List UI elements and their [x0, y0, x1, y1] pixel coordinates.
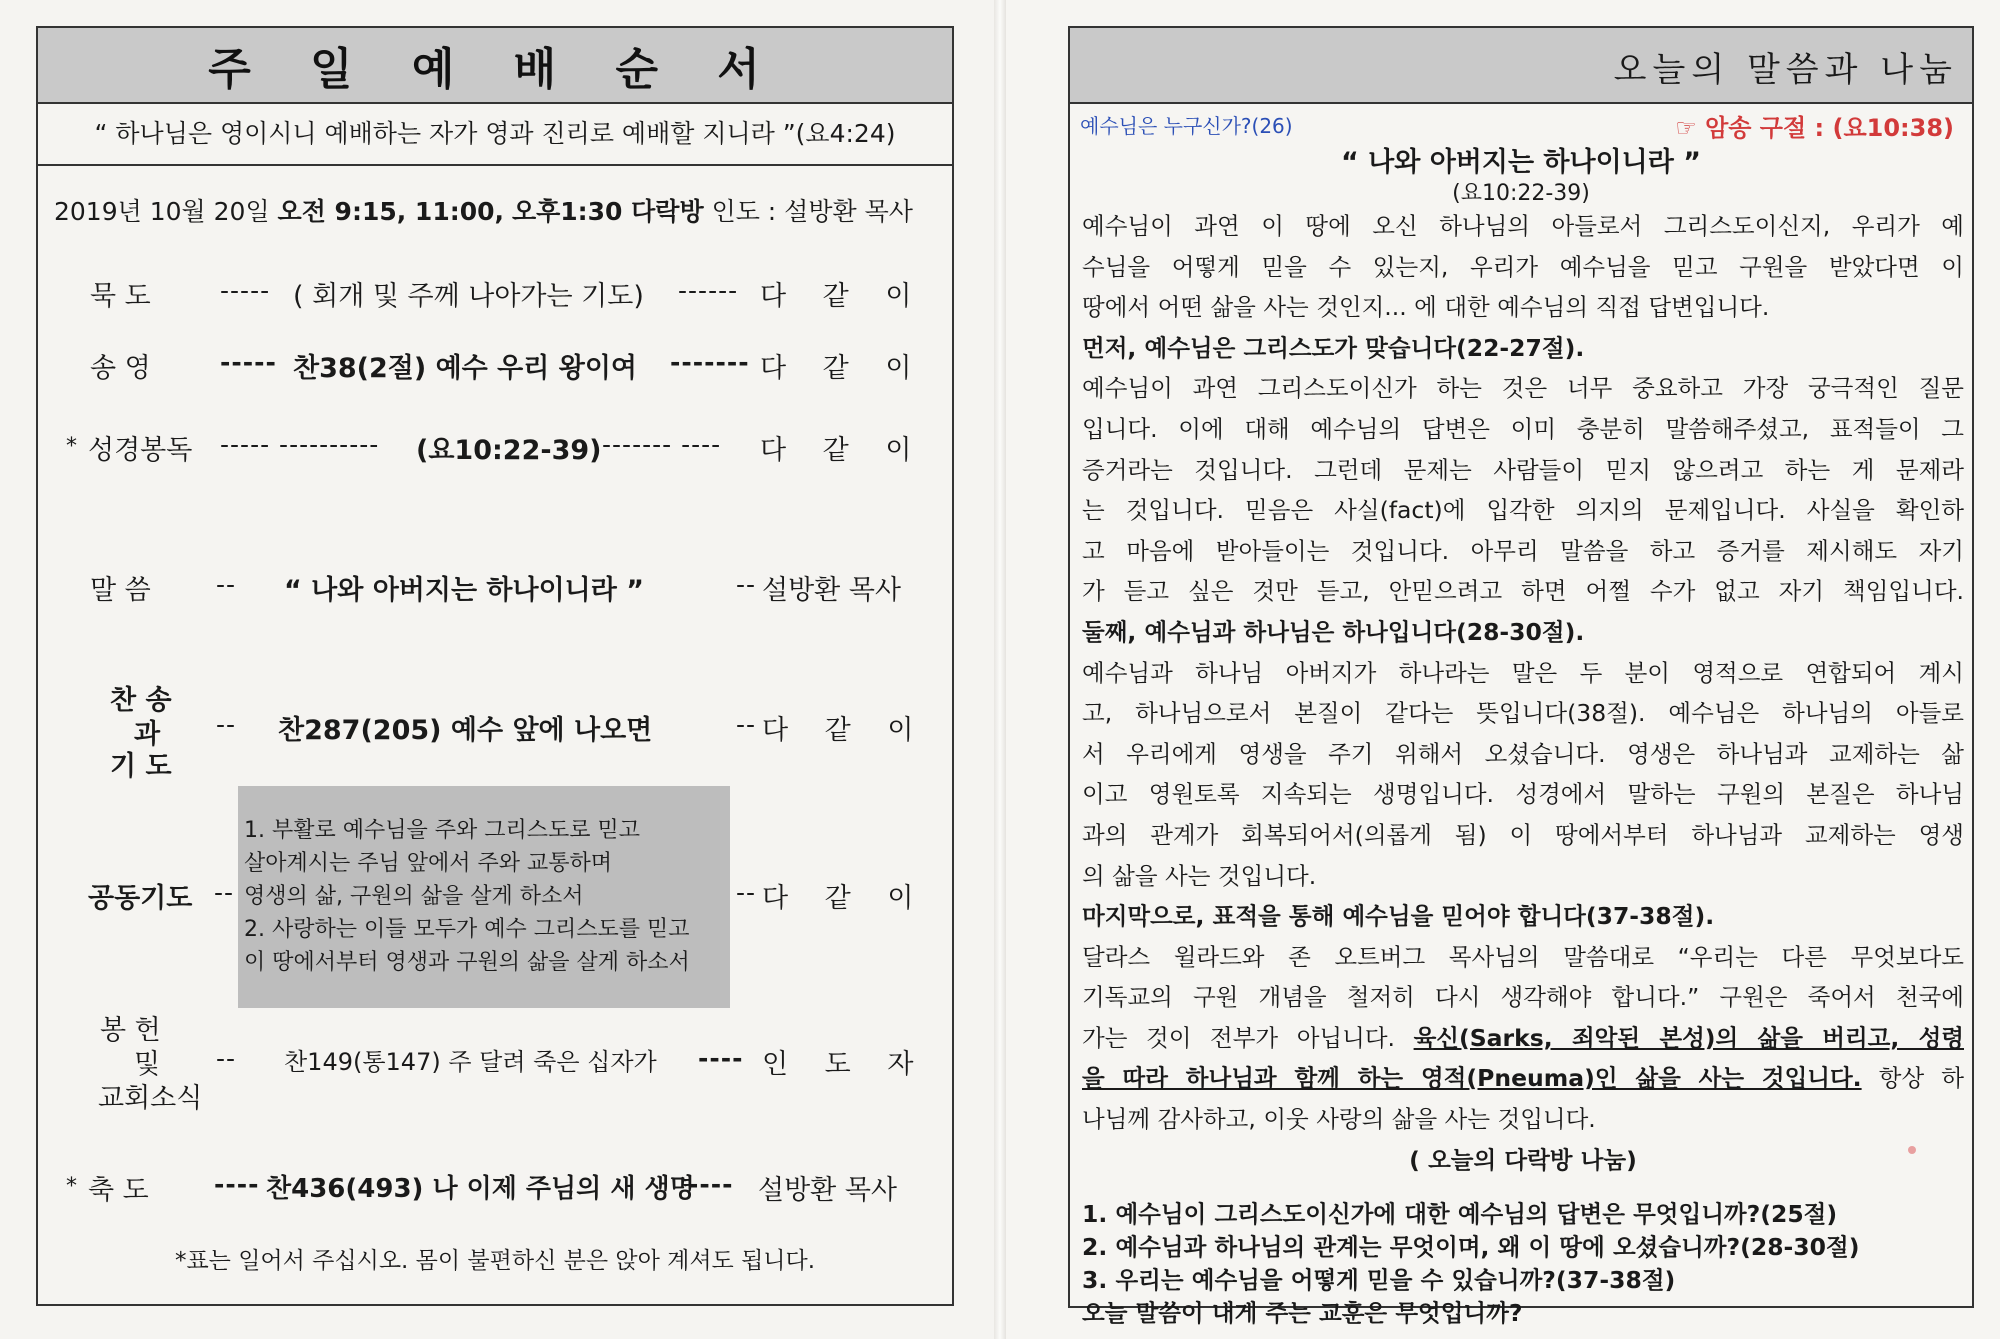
body-line: 땅에서 어떤 삶을 사는 것인지... 에 대한 예수님의 직접 답변입니다. [1082, 293, 1770, 322]
body-heading: 마지막으로, 표적을 통해 예수님을 믿어야 합니다(37-38절). [1082, 902, 1715, 931]
dashes: ---- [698, 1044, 744, 1073]
body-line: 의 삶을 사는 것입니다. [1082, 861, 1317, 890]
sermon-content: “ 나와 아버지는 하나이니라 ” [284, 575, 644, 606]
body-line: 예수님과 하나님 아버지가 하나라는 말은 두 분이 영적으로 연합되어 계시 [1082, 658, 1964, 687]
body-line: 고, 하나님으로서 본질이 같다는 뜻입니다(38절). 예수님은 하나님의 아들로 [1082, 699, 1964, 728]
sermon-body [1082, 206, 1964, 1180]
prayer-line: 2. 사랑하는 이들 모두가 예수 그리스도를 믿고 [244, 917, 690, 942]
body-line: 는 것입니다. 믿음은 사실(fact)에 입각한 의지의 문제입니다. 사실을 확인하 [1082, 496, 1964, 525]
offering-label-1: 봉 헌 [100, 1015, 161, 1046]
dashes: -- [736, 878, 757, 907]
offering-label-3: 교회소식 [98, 1083, 203, 1114]
praise-content: 찬38(2절) 예수 우리 왕이여 [293, 353, 637, 384]
worship-order-title-bar [38, 28, 952, 104]
dashes: -- [736, 570, 757, 599]
stand-marker: * [66, 434, 77, 459]
offering-who: 인 도 자 [762, 1049, 928, 1080]
question-item: 1. 예수님이 그리스도이신가에 대한 예수님의 답변은 무엇입니까?(25절) [1082, 1200, 1838, 1228]
reading-content: (요10:22-39) [416, 435, 602, 466]
dashes: ----- [220, 348, 277, 377]
body-line: 나님께 감사하고, 이웃 사랑의 삶을 사는 것입니다. [1082, 1105, 1596, 1134]
body-heading: 둘째, 예수님과 하나님은 하나입니다(28-30절). [1082, 617, 1585, 646]
common-prayer-label: 공동기도 [88, 883, 193, 914]
divider [38, 164, 952, 166]
service-date: 2019년 10월 20일 [54, 197, 270, 226]
praise-label: 송 영 [90, 353, 151, 384]
body-line: 이고 영원토록 지속되는 생명입니다. 성경에서 말하는 구원의 본질은 하나님 [1082, 780, 1964, 809]
question-item: 2. 예수님과 하나님의 관계는 무엇이며, 왜 이 땅에 오셨습니까?(28-30절) [1082, 1233, 1860, 1261]
hymn-label-2: 과 [134, 719, 161, 750]
sermon-title: “ 나와 아버지는 하나이니라 ” [1341, 147, 1701, 178]
hymn-who: 다 같 이 [762, 715, 928, 746]
dashes: ---- [214, 1170, 260, 1199]
hymn-label-1: 찬 송 [110, 685, 172, 716]
body-text: 가는 것이 전부가 아닙니다. [1082, 1023, 1414, 1052]
standing-note: *표는 일어서 주십시오. 몸이 불편하신 분은 앉아 계셔도 됩니다. [174, 1248, 816, 1274]
benediction-who: 설방환 목사 [758, 1175, 897, 1206]
discussion-questions [1082, 1198, 1964, 1330]
body-line: 과의 관계가 회복되어서(의롭게 됨) 이 땅에서부터 하나님과 교제하는 영생 [1082, 820, 1964, 849]
dashes: ------ [678, 276, 739, 305]
service-date-line [54, 192, 913, 228]
body-line: 기독교의 구원 개념을 철저히 다시 생각해야 합니다.” 구원은 죽어서 천국에 [1082, 983, 1964, 1012]
discussion-title: ( 오늘의 다락방 나눔) [1409, 1145, 1637, 1174]
prayer-line: 살아계시는 주님 앞에서 주와 교통하며 [244, 851, 613, 876]
body-heading: 먼저, 예수님은 그리스도가 맞습니다(22-27절). [1082, 333, 1585, 362]
memory-verse: ☞ 암송 구절 : (요10:38) [1675, 114, 1954, 142]
dashes: -- [216, 710, 237, 739]
hymn-label-3: 기 도 [110, 751, 172, 782]
dashes: -- [736, 710, 757, 739]
body-line: 수님을 어떻게 믿을 수 있는지, 우리가 예수님을 믿고 구원을 받았다면 이 [1082, 252, 1964, 281]
opening-verse: “ 하나님은 영이시니 예배하는 자가 영과 진리로 예배할 지니라 ”(요4:24) [94, 119, 896, 148]
sermon-frame [1068, 26, 1974, 1327]
body-line: 서 우리에게 영생을 주기 위해서 오셨습니다. 영생은 하나님과 교제하는 삶 [1082, 739, 1964, 768]
sermon-who: 설방환 목사 [762, 575, 901, 606]
offering-label-2: 및 [134, 1049, 161, 1080]
sermon-section-title: 오늘의 말씀과 나눔 [1613, 50, 1958, 90]
silent-prayer-label: 묵 도 [90, 281, 151, 312]
body-line: 입니다. 이에 대해 예수님의 답변은 이미 충분히 말씀해주셨고, 표적들이 그 [1082, 414, 1964, 443]
silent-prayer-content: ( 회개 및 주께 나아가는 기도) [293, 281, 644, 312]
praise-who: 다 같 이 [760, 353, 926, 384]
underlined-text: 을 따라 하나님과 함께 하는 영적(Pneuma)인 삶을 사는 것입니다. [1082, 1064, 1862, 1093]
body-line: 고 마음에 받아들이는 것입니다. 아무리 말씀을 하고 증거를 제시해도 자기 [1082, 536, 1964, 565]
body-text: 항상 하 [1861, 1064, 1964, 1093]
common-prayer-box [238, 786, 730, 1008]
prayer-line: 1. 부활로 예수님을 주와 그리스도로 믿고 [244, 818, 640, 843]
dashes: -- [214, 878, 235, 907]
prayer-line: 이 땅에서부터 영생과 구원의 삶을 살게 하소서 [244, 950, 690, 975]
dashes: ------- [670, 348, 750, 377]
body-line [1082, 1058, 1964, 1099]
sermon-title-bar [1070, 28, 1972, 104]
benediction-content: 찬436(493) 나 이제 주님의 새 생명 [266, 1174, 695, 1204]
page-gutter [994, 0, 1006, 1339]
body-line: 예수님이 과연 그리스도이신가 하는 것은 너무 중요하고 가장 궁극적인 질문 [1082, 374, 1964, 403]
paper-mark [1908, 1146, 1916, 1154]
service-leader: 인도 : 설방환 목사 [711, 197, 913, 226]
body-line: 가 듣고 싶은 것만 듣고, 안믿으려고 하면 어쩔 수가 없고 자기 책임입니다. [1082, 577, 1964, 606]
question-item: 3. 우리는 예수님을 어떻게 믿을 수 있습니까?(37-38절) [1082, 1266, 1676, 1294]
hymn-content: 찬287(205) 예수 앞에 나오면 [278, 715, 653, 746]
question-item: 오늘 말씀이 내게 주는 교훈은 무엇입니까? [1082, 1299, 1523, 1327]
dashes: -- [216, 1044, 237, 1073]
dashes: ------- ---- [602, 430, 722, 459]
stand-marker: * [66, 1174, 77, 1199]
dashes: -- [216, 570, 237, 599]
worship-order-frame [36, 26, 954, 1306]
reading-who: 다 같 이 [760, 435, 926, 466]
reading-label: 성경봉독 [88, 435, 193, 466]
worship-order-title: 주 일 예 배 순 서 [208, 44, 782, 95]
body-line: 증거라는 것입니다. 그런데 문제는 사람들이 믿지 않으려고 하는 게 문제라 [1082, 455, 1964, 484]
dashes: ----- [220, 276, 271, 305]
underlined-text: 육신(Sarks, 죄악된 본성)의 삶을 버리고, 성령 [1413, 1023, 1964, 1052]
sermon-reference: (요10:22-39) [1452, 181, 1590, 206]
body-line [1082, 1018, 1964, 1059]
series-label: 예수님은 누구신가?(26) [1080, 114, 1293, 138]
silent-prayer-who: 다 같 이 [760, 281, 926, 312]
service-times: 오전 9:15, 11:00, [277, 197, 505, 226]
common-prayer-who: 다 같 이 [762, 883, 928, 914]
service-afternoon: 오후1:30 다락방 [511, 197, 704, 226]
benediction-label: 축 도 [88, 1175, 149, 1206]
dashes: ---- [688, 1170, 734, 1199]
sermon-label: 말 씀 [90, 575, 151, 606]
dashes: ----- ---------- [220, 430, 380, 459]
body-line: 예수님이 과연 이 땅에 오신 하나님의 아들로서 그리스도이신지, 우리가 예 [1082, 212, 1964, 240]
offering-content: 찬149(통147) 주 달려 죽은 십자가 [284, 1048, 657, 1076]
prayer-line: 영생의 삶, 구원의 삶을 살게 하소서 [244, 884, 584, 909]
body-line: 달라스 윌라드와 존 오트버그 목사님의 말씀대로 “우리는 다른 무엇보다도 [1082, 942, 1964, 971]
